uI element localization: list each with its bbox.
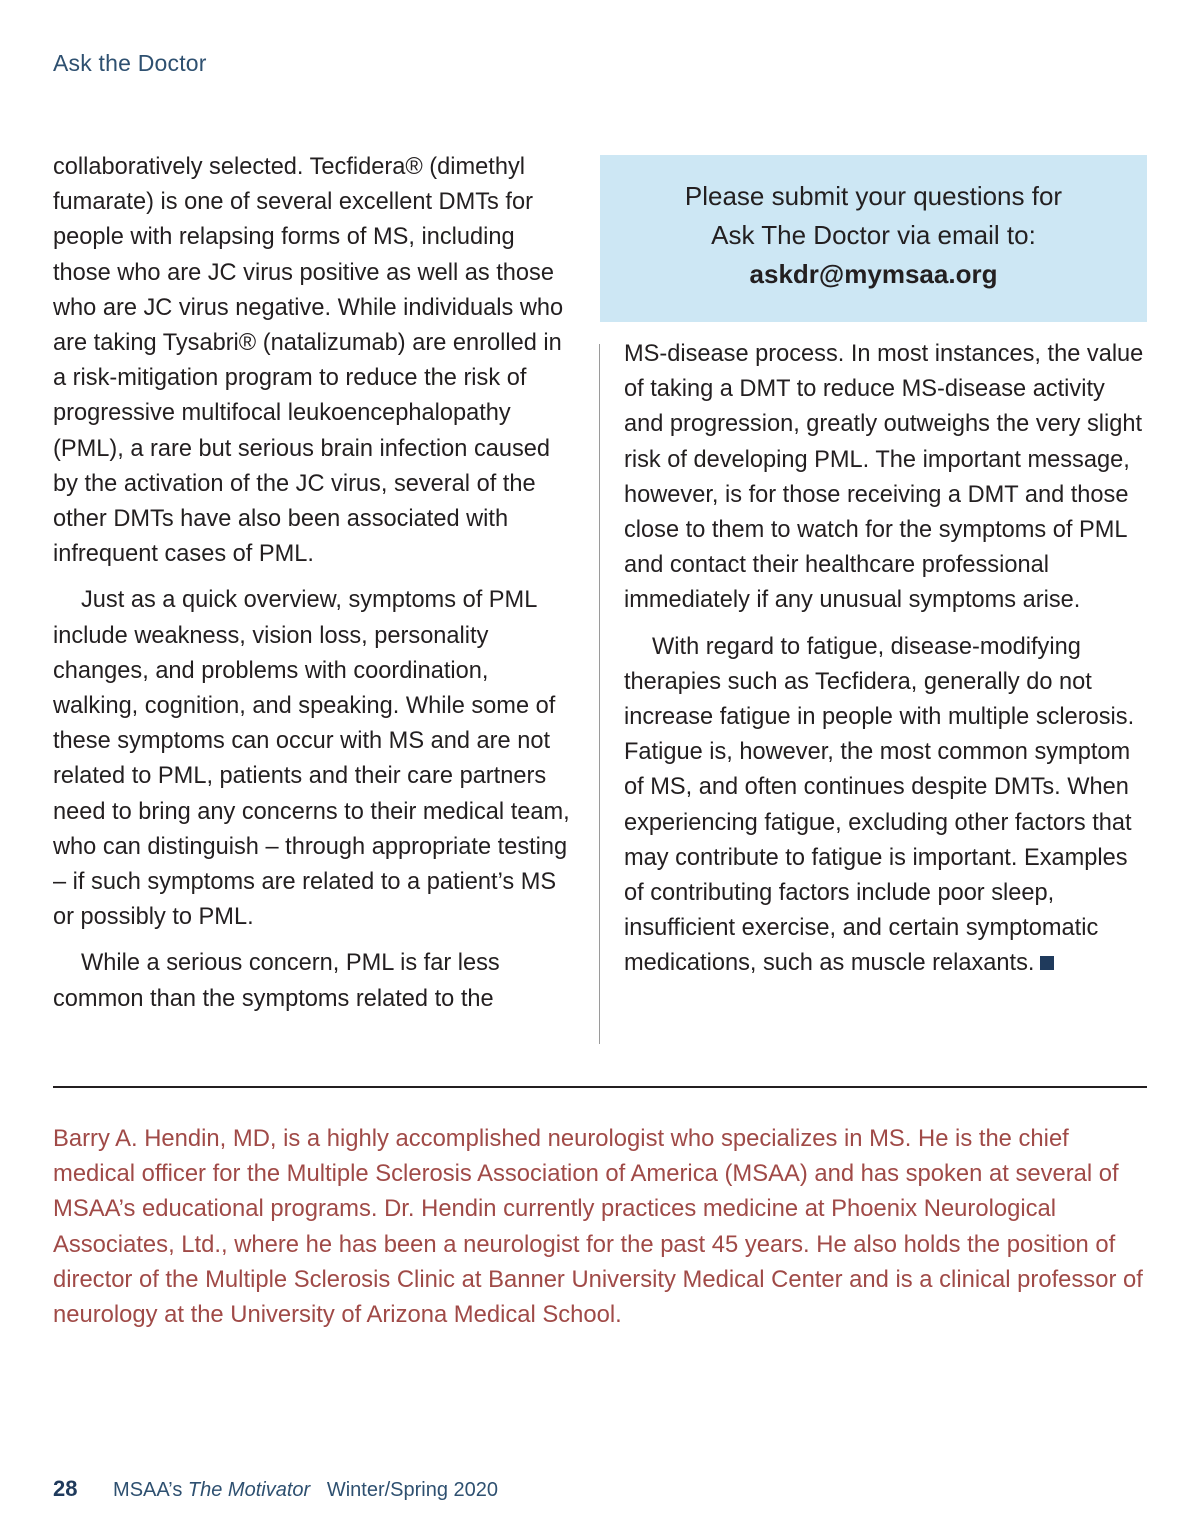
- horizontal-rule: [53, 1086, 1147, 1088]
- article-paragraph: Just as a quick overview, symptoms of PML include weakness, vision loss, personality changes, and problems with coordination, walking, cognition, and speaking. While some of these symptoms can occur with MS and are not related to PML, patients and their care partners need to bring any concerns to their medical team, who can distinguish – through appropriate testing – if such symptoms are related to a patient’s MS or possibly to PML.: [53, 587, 570, 931]
- author-bio: Barry A. Hendin, MD, is a highly accomplished neurologist who specializes in MS. He is the chief medical officer for the Multiple Sclerosis Association of America (MSAA) and has spoken at several of MSAA’s educational programs. Dr. Hendin currently practices medicine at Phoenix Neurological Associates, Ltd., where he has been a neurologist for the past 45 years. He also holds the position of director of the Multiple Sclerosis Clinic at Banner University Medical Center and is a clinical professor of neurology at the University of Arizona Medical School.: [53, 1125, 1143, 1329]
- page-number: 28: [53, 1476, 78, 1501]
- submit-questions-callout: [600, 155, 1147, 322]
- callout-email-link[interactable]: askdr@mymsaa.org: [749, 259, 998, 289]
- column-divider: [599, 344, 600, 1044]
- article-paragraph: While a serious concern, PML is far less common than the symptoms related to the: [53, 950, 500, 1012]
- callout-line: Ask The Doctor via email to:: [711, 220, 1036, 250]
- end-of-article-mark: [1040, 956, 1054, 970]
- issue-date: Winter/Spring 2020: [326, 1479, 499, 1501]
- article-paragraph: collaboratively selected. Tecfidera® (dimethyl fumarate) is one of several excellent DMTs for people with relapsing forms of MS, including those who are JC virus positive as well as those who are JC virus negative. While individuals who are taking Tysabri® (natalizumab) are enrolled in a risk-mitigation program to reduce the risk of progressive multifocal leukoencephalopathy (PML), a rare but serious brain infection caused by the activation of the JC virus, several of the other DMTs have also been associated with infrequent cases of PML.: [53, 154, 564, 568]
- page-footer: [53, 1476, 498, 1502]
- callout-line: Please submit your questions for: [684, 181, 1063, 211]
- article-paragraph: MS-disease process. In most instances, the value of taking a DMT to reduce MS-disease activity and progression, greatly outweighs the very slight risk of developing PML. The important message, however, is for those receiving a DMT and those close to them to watch for the symptoms of PML and contact their healthcare professional immediately if any unusual symptoms arise.: [624, 341, 1144, 614]
- left-column: [53, 150, 578, 1017]
- publication-title: The Motivator: [187, 1479, 311, 1501]
- article-paragraph-final: [624, 630, 1149, 982]
- publisher-name: MSAA’s: [113, 1479, 183, 1501]
- right-column: [624, 337, 1149, 982]
- section-label: Ask the Doctor: [53, 50, 207, 76]
- article-paragraph-text: With regard to fatigue, disease-modifying therapies such as Tecfidera, generally do not increase fatigue in people with multiple sclerosis. Fatigue is, however, the most common symptom of MS, and often continues despite DMTs. When experiencing fatigue, excluding other factors that may contribute to fatigue is important. Examples of contributing factors include poor sleep, insufficient exercise, and certain symptomatic medications, such as muscle relaxants.: [624, 633, 1135, 977]
